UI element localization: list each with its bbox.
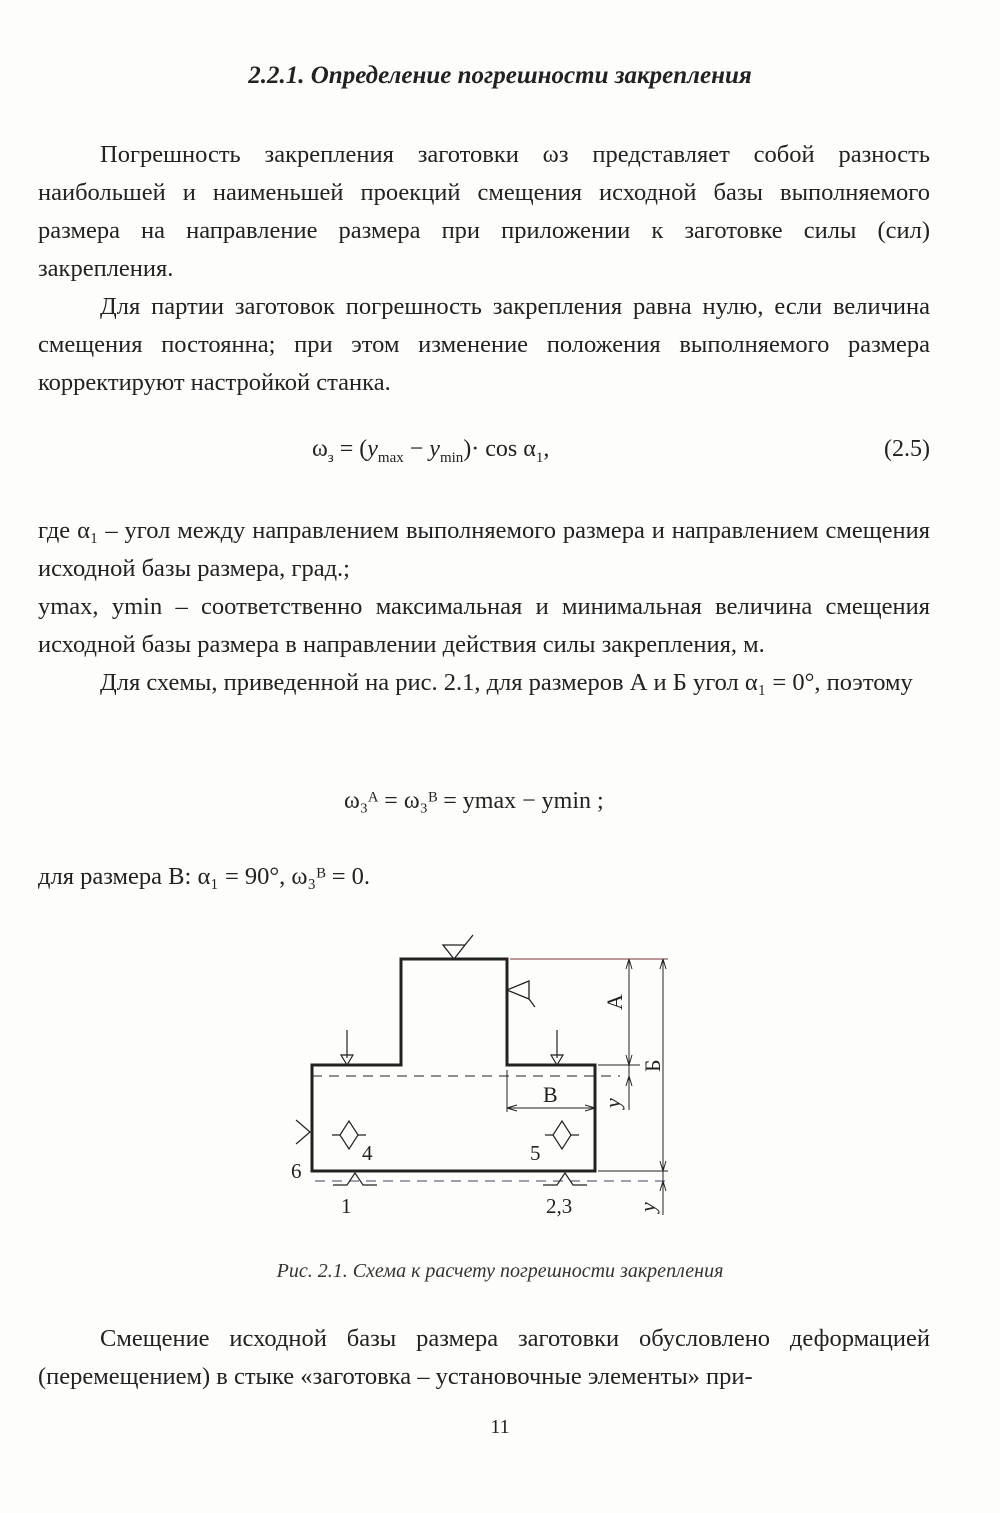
sub: min bbox=[439, 449, 464, 466]
locator-4 bbox=[332, 1121, 366, 1149]
label-1: 1 bbox=[341, 1194, 352, 1218]
label-23: 2,3 bbox=[546, 1194, 573, 1218]
label-y: y bbox=[635, 1202, 660, 1212]
where-line: где α₁ – угол между направлением выполняемого размера и направлением смещения исходной базы размера, град.; bbox=[38, 517, 930, 582]
label-v: В bbox=[543, 1082, 558, 1107]
label-a: А bbox=[602, 994, 627, 1010]
comma: , bbox=[543, 436, 550, 462]
locator-5 bbox=[545, 1121, 579, 1149]
op: − bbox=[403, 436, 430, 462]
paragraph: Для схемы, приведенной на рис. 2.1, для размеров А и Б угол α₁ = 0°, поэтому bbox=[100, 669, 913, 696]
label-4: 4 bbox=[362, 1141, 373, 1165]
label-b: Б bbox=[640, 1059, 665, 1072]
support-1 bbox=[333, 1173, 377, 1185]
figure-caption: Рис. 2.1. Схема к расчету погрешности закрепления bbox=[276, 1260, 724, 1282]
support-6 bbox=[296, 1120, 310, 1144]
paragraph: для размера В: α₁ = 90°, ω₃ᴮ = 0. bbox=[38, 863, 371, 890]
paragraph: Для партии заготовок погрешность закрепления равна нулю, если величина смещения постоянна; при этом изменение положения выполняемого размера корректируют настройкой станка. bbox=[38, 293, 930, 396]
datum-triangle bbox=[443, 935, 473, 959]
label-6: 6 bbox=[291, 1159, 302, 1183]
sub: 1 bbox=[535, 449, 544, 466]
sub: max bbox=[377, 449, 404, 466]
paragraph: Смещение исходной базы размера заготовки обусловлено деформацией (перемещением) в стыке «заготовка – установочные элементы» при- bbox=[38, 1325, 930, 1390]
clamp-arrow bbox=[341, 1030, 353, 1065]
cos: )· cos α bbox=[463, 436, 536, 462]
body-text-4 bbox=[38, 1320, 930, 1396]
part-outline bbox=[312, 959, 595, 1171]
formula-omega: ω₃ᴬ = ω₃ᴮ = ymax − ymin ; bbox=[344, 788, 604, 814]
section-heading: 2.2.1. Определение погрешности закрепления bbox=[248, 62, 752, 89]
page-number: 11 bbox=[490, 1416, 510, 1438]
var: y bbox=[367, 436, 378, 462]
support-23 bbox=[543, 1173, 587, 1185]
eq: = ( bbox=[333, 436, 368, 462]
clamp-arrow bbox=[551, 1030, 563, 1065]
var: y bbox=[429, 436, 440, 462]
label-y: y bbox=[600, 1098, 625, 1108]
label-5: 5 bbox=[530, 1141, 541, 1165]
paragraph: Погрешность закрепления заготовки ωз представляет собой разность наибольшей и наименьшей проекций смещения исходной базы выполняемого размера на направление размера при приложении к заготовке силы (сил) закрепления. bbox=[38, 141, 930, 282]
datum-triangle bbox=[507, 981, 535, 1007]
sub: з bbox=[327, 449, 334, 466]
formula-number: (2.5) bbox=[884, 436, 930, 462]
where-line: ymax, ymin – соответственно максимальная и минимальная величина смещения исходной базы размера в направлении действия силы закрепления, м. bbox=[38, 593, 930, 658]
omega: ω bbox=[312, 436, 328, 462]
